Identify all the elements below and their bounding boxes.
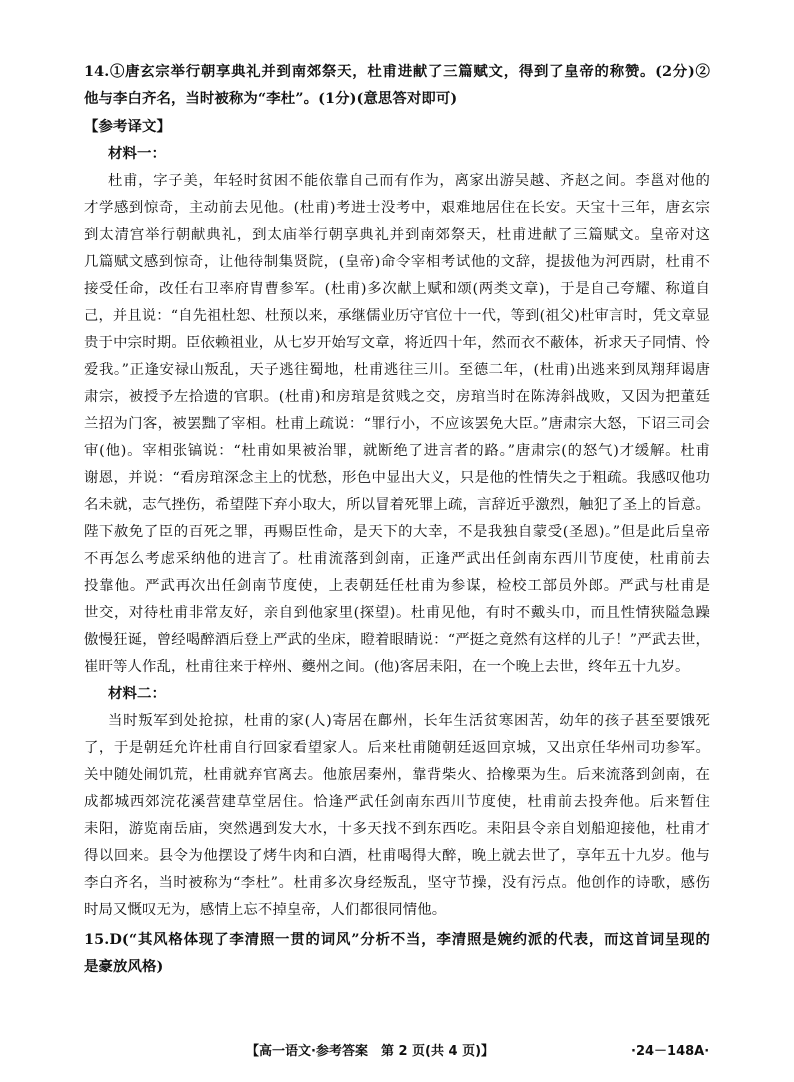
paragraph-line: 到太清宫举行朝献典礼，到太庙举行朝享典礼并到南郊祭天，杜甫进献了三篇赋文。皇帝对这: [84, 227, 710, 243]
paragraph-line: 了，于是朝廷允许杜甫自行回家看望家人。后来杜甫随朝廷返回京城，又出京任华州司功参军。: [84, 740, 710, 756]
paragraph-line: 关中随处闹饥荒，杜甫就弃官离去。他旅居秦州，靠背柴火、拾橡栗为生。后来流落到剑南，在: [84, 767, 710, 783]
material-one-heading: 材料一：: [108, 146, 166, 162]
paragraph-line: 杜甫，字子美，年轻时贫困不能依靠自己而有作为，离家出游吴越、齐赵之间。李邕对他的: [108, 173, 710, 189]
q14-answer-line-1: 14.①唐玄宗举行朝享典礼并到南郊祭天，杜甫进献了三篇赋文，得到了皇帝的称赞。(2分)②: [84, 63, 710, 80]
q14-answer-line-2: 他与李白齐名，当时被称为“李杜”。(1分)(意思答对即可): [84, 90, 458, 107]
paragraph-line: 投靠他。严武再次出任剑南节度使，上表朝廷任杜甫为参谋，检校工部员外郎。严武与杜甫是: [84, 578, 710, 594]
reference-translation-heading: 【参考译文】: [84, 119, 171, 135]
paragraph-line: 李白齐名，当时被称为“李杜”。杜甫多次身经叛乱，坚守节操，没有污点。他创作的诗歌，感伤: [84, 875, 710, 891]
paragraph-line: 当时叛军到处抢掠，杜甫的家(人)寄居在鄜州，长年生活贫寒困苦，幼年的孩子甚至要饿死: [108, 713, 710, 729]
q15-answer-line-1: 15.D(“其风格体现了李清照一贯的词风”分析不当，李清照是婉约派的代表，而这首词呈现的: [84, 931, 710, 948]
paragraph-line: 傲慢狂诞，曾经喝醉酒后登上严武的坐床，瞪着眼睛说：“严挺之竟然有这样的儿子！”严武去世，: [84, 632, 710, 648]
paragraph-line: 陛下赦免了臣的百死之罪，再赐臣性命，是天下的大幸，不是我独自蒙受(圣恩)。”但是此后皇帝: [84, 524, 710, 540]
paragraph-line: 成都城西郊浣花溪营建草堂居住。恰逢严武任剑南东西川节度使，杜甫前去投奔他。后来暂住: [84, 794, 710, 810]
paragraph-line: 崔旰等人作乱，杜甫往来于梓州、夔州之间。(他)客居耒阳，在一个晚上去世，终年五十九岁。: [84, 659, 690, 675]
paragraph-line: 审(他)。宰相张镐说：“杜甫如果被治罪，就断绝了进言者的路。”唐肃宗(的怒气)才缓解。杜甫: [84, 443, 710, 459]
paragraph-line: 肃宗，被授予左拾遗的官职。(杜甫)和房琯是贫贱之交，房琯当时在陈涛斜战败，又因为把董廷: [84, 389, 710, 405]
footer-page-info: 【高一语文·参考答案 第 2 页(共 4 页)】: [246, 1044, 495, 1059]
paragraph-line: 得以回来。县令为他摆设了烤牛肉和白酒，杜甫喝得大醉，晚上就去世了，享年五十九岁。他与: [84, 848, 710, 864]
paragraph-line: 不再怎么考虑采纳他的进言了。杜甫流落到剑南，正逢严武出任剑南东西川节度使，杜甫前去: [84, 551, 710, 567]
paragraph-line: 时局又慨叹无为，感情上忘不掉皇帝，人们都很同情他。: [84, 902, 447, 918]
material-two-heading: 材料二：: [108, 686, 166, 702]
paragraph-line: 才学感到惊奇，主动前去见他。(杜甫)考进士没考中，艰难地居住在长安。天宝十三年，唐玄宗: [84, 200, 710, 216]
paragraph-line: 己，并且说：“自先祖杜恕、杜预以来，承继儒业历守官位十一代，等到(祖父)杜审言时，凭文章显: [84, 308, 710, 324]
paragraph-line: 耒阳，游览南岳庙，突然遇到发大水，十多天找不到东西吃。耒阳县令亲自划船迎接他，杜甫才: [84, 821, 710, 837]
paragraph-line: 兰招为门客，被罢黜了宰相。杜甫上疏说：“罪行小，不应该罢免大臣。”唐肃宗大怒，下诏三司会: [84, 416, 710, 432]
paragraph-line: 爱我。”正逢安禄山叛乱，天子逃往蜀地，杜甫逃往三川。至德二年，(杜甫)出逃来到凤翔拜谒唐: [84, 362, 710, 378]
footer-doc-code: ·24－148A·: [631, 1044, 710, 1059]
q15-answer-line-2: 是豪放风格): [84, 958, 164, 975]
page-footer: [0, 1040, 794, 1060]
paragraph-line: 谢恩，并说：“看房琯深念主上的忧愁，形色中显出大义，只是他的性情失之于粗疏。我感叹他功: [84, 470, 710, 486]
paragraph-line: 名未就，志气挫伤，希望陛下弃小取大，所以冒着死罪上疏，言辞近乎激烈，触犯了圣上的旨意。: [84, 497, 710, 513]
paragraph-line: 世交，对待杜甫非常友好，亲自到他家里(探望)。杜甫见他，有时不戴头巾，而且性情狭隘急躁: [84, 605, 710, 621]
paragraph-line: 接受任命，改任右卫率府胄曹参军。(杜甫)多次献上赋和颂(两类文章)，于是自己夸耀、称道自: [84, 281, 710, 297]
paragraph-line: 贵于中宗时期。臣依赖祖业，从七岁开始写文章，将近四十年，然而衣不蔽体，祈求天子同情、怜: [84, 335, 710, 351]
paragraph-line: 几篇赋文感到惊奇，让他待制集贤院，(皇帝)命令宰相考试他的文辞，提拔他为河西尉，杜甫不: [84, 254, 710, 270]
